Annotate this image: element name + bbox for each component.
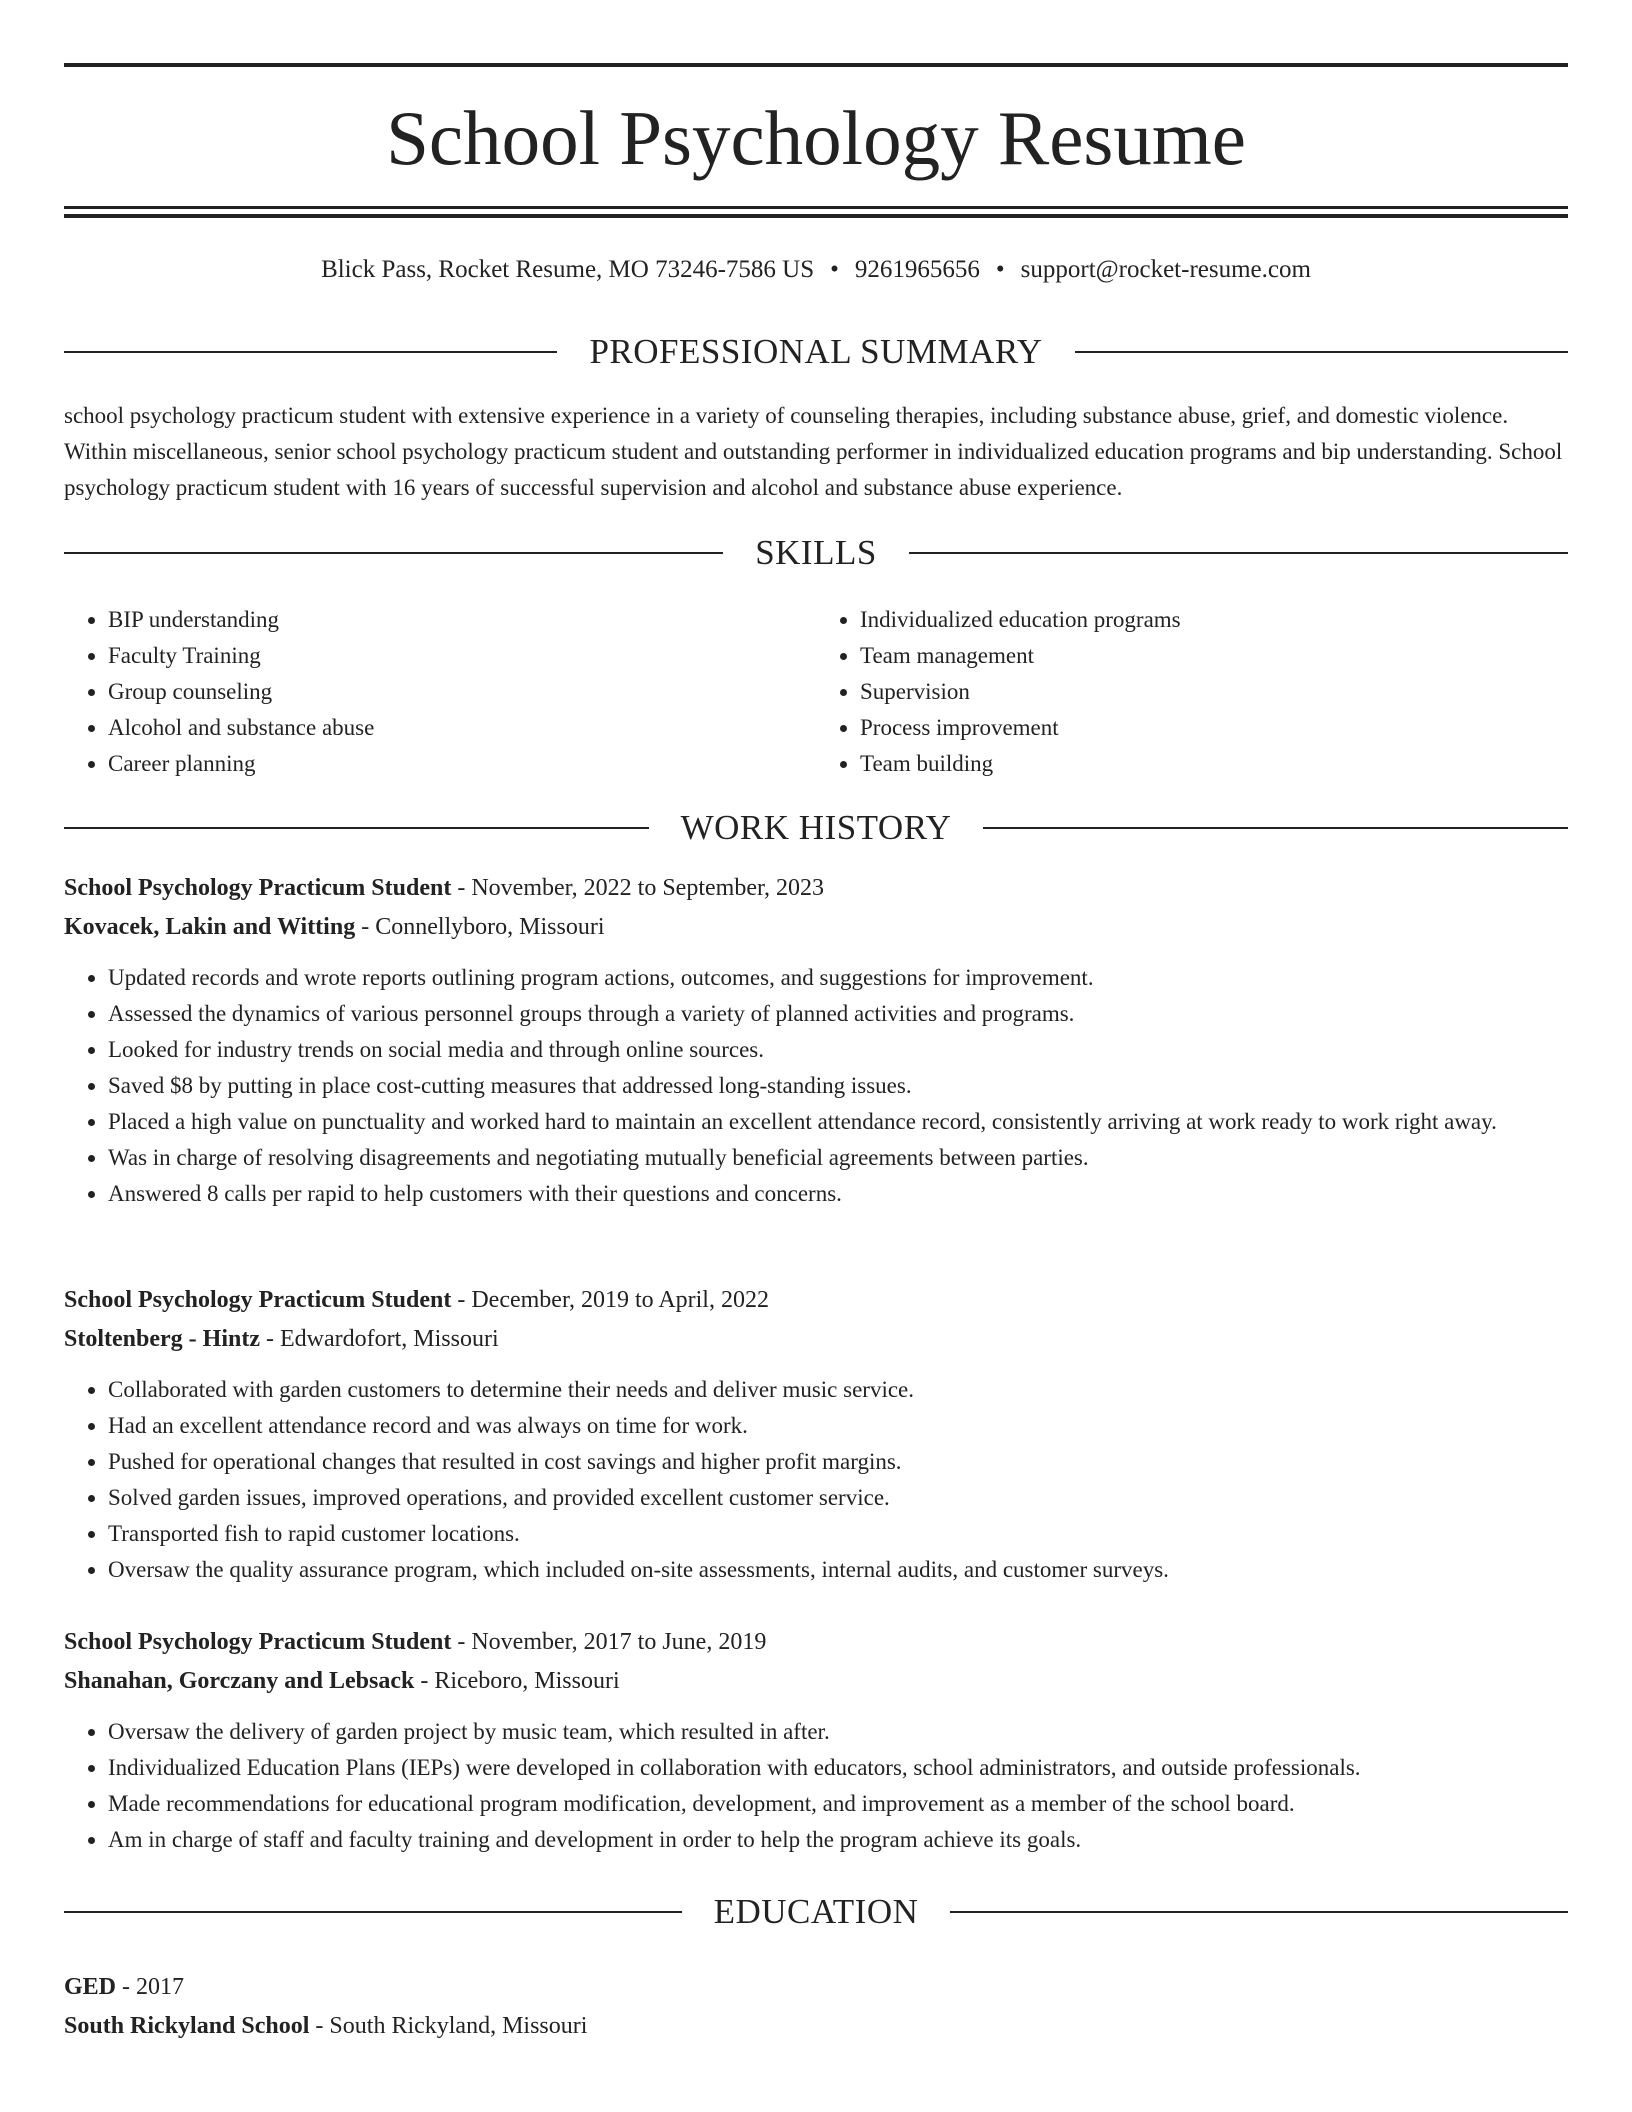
- title-double-rule: [64, 206, 1568, 218]
- skills-list: [64, 602, 1568, 782]
- skill-item: • Faculty Training: [108, 638, 816, 674]
- job-bullet: • Solved garden issues, improved operations, and provided excellent customer service.: [108, 1480, 1568, 1516]
- heading-rule: [64, 1911, 682, 1913]
- skill-item: • Career planning: [108, 746, 816, 782]
- job-company: Kovacek, Lakin and Witting: [64, 914, 356, 940]
- job-bullet: • Placed a high value on punctuality and worked hard to maintain an excellent attendance record, consistently arriving at work ready to work right away.: [108, 1104, 1568, 1140]
- job-bullet: • Answered 8 calls per rapid to help customers with their questions and concerns.: [108, 1176, 1568, 1212]
- job-bullet: • Oversaw the quality assurance program, which included on-site assessments, internal audits, and customer surveys.: [108, 1552, 1568, 1588]
- job-bullet: • Was in charge of resolving disagreements and negotiating mutually beneficial agreements between parties.: [108, 1140, 1568, 1176]
- dash: -: [457, 875, 466, 901]
- job-entry: [64, 869, 1568, 1212]
- job-dates: November, 2017 to June, 2019: [471, 1629, 767, 1655]
- job-location: Connellyboro, Missouri: [375, 914, 605, 940]
- education-degree: GED: [64, 1974, 117, 2000]
- job-bullets: [64, 960, 1568, 1212]
- work-heading-label: WORK HISTORY: [680, 808, 952, 847]
- job-bullet: • Individualized Education Plans (IEPs) were developed in collaboration with educators, school administrators, and outside professionals.: [108, 1750, 1568, 1786]
- contact-separator: •: [995, 256, 1005, 283]
- job-company: Stoltenberg - Hintz: [64, 1326, 260, 1352]
- job-bullet: • Saved $8 by putting in place cost-cutting measures that addressed long-standing issues.: [108, 1068, 1568, 1104]
- heading-rule: [983, 827, 1568, 829]
- contact-separator: •: [830, 256, 839, 283]
- contact-email[interactable]: support@rocket-resume.com: [1020, 256, 1311, 283]
- skill-item: • Group counseling: [108, 674, 816, 710]
- job-company: Shanahan, Gorczany and Lebsack: [64, 1668, 415, 1694]
- skills-heading: [64, 530, 1568, 576]
- job-location: Edwardofort, Missouri: [279, 1326, 499, 1352]
- job-company-line: [64, 1320, 1568, 1359]
- heading-rule: [950, 1911, 1568, 1913]
- job-bullet: • Looked for industry trends on social media and through online sources.: [108, 1032, 1568, 1068]
- summary-text: school psychology practicum student with extensive experience in a variety of counseling therapies, including substance abuse, grief, and domestic violence. Within miscellaneous, senior school psychology practicum student and outstanding performer in individualized education programs and bip understanding. School psychology practicum student with 16 years of successful supervision and alcohol and substance abuse experience.: [64, 403, 1563, 500]
- heading-rule: [909, 552, 1568, 554]
- skill-item: • Team management: [860, 638, 1568, 674]
- skill-item: • BIP understanding: [108, 602, 816, 638]
- dash: -: [122, 1974, 131, 2000]
- skills-heading-label: SKILLS: [755, 533, 877, 572]
- education-school: South Rickyland School: [64, 2013, 310, 2039]
- contact-address: Blick Pass, Rocket Resume, MO 73246-7586 US: [321, 256, 815, 283]
- job-bullet: • Transported fish to rapid customer locations.: [108, 1516, 1568, 1552]
- education-heading-label: EDUCATION: [713, 1892, 919, 1931]
- heading-rule: [1075, 351, 1568, 353]
- job-bullet: • Made recommendations for educational program modification, development, and improvement as a member of the school board.: [108, 1786, 1568, 1822]
- job-bullet: • Am in charge of staff and faculty training and development in order to help the program achieve its goals.: [108, 1822, 1568, 1858]
- dash: -: [457, 1287, 466, 1313]
- job-title-line: [64, 1623, 1568, 1662]
- page-title: School Psychology Resume: [386, 95, 1246, 181]
- job-company-line: [64, 1662, 1568, 1701]
- work-heading: [64, 805, 1568, 851]
- job-location: Riceboro, Missouri: [434, 1668, 620, 1694]
- job-title: School Psychology Practicum Student: [64, 1287, 452, 1313]
- skills-column-right: [816, 602, 1568, 782]
- job-title-line: [64, 869, 1568, 908]
- dash: -: [457, 1629, 466, 1655]
- education-year: 2017: [136, 1974, 185, 2000]
- heading-rule: [64, 827, 649, 829]
- job-bullet: • Updated records and wrote reports outlining program actions, outcomes, and suggestions for improvement.: [108, 960, 1568, 996]
- education-entry: [64, 1968, 1568, 2046]
- job-title: School Psychology Practicum Student: [64, 1629, 452, 1655]
- education-location: South Rickyland, Missouri: [329, 2013, 588, 2039]
- skills-column-left: [64, 602, 816, 782]
- contact-phone: 9261965656: [854, 256, 980, 283]
- education-heading: [64, 1889, 1568, 1935]
- job-bullet: • Oversaw the delivery of garden project by music team, which resulted in after.: [108, 1714, 1568, 1750]
- dash: -: [420, 1668, 429, 1694]
- job-dates: November, 2022 to September, 2023: [471, 875, 825, 901]
- top-rule: [64, 63, 1568, 67]
- heading-rule: [64, 351, 557, 353]
- job-bullets: [64, 1714, 1568, 1858]
- skill-item: • Individualized education programs: [860, 602, 1568, 638]
- skill-item: • Alcohol and substance abuse: [108, 710, 816, 746]
- job-bullets: [64, 1372, 1568, 1588]
- dash: -: [315, 2013, 324, 2039]
- job-entry: [64, 1623, 1568, 1858]
- job-bullet: • Assessed the dynamics of various personnel groups through a variety of planned activities and programs.: [108, 996, 1568, 1032]
- job-bullet: • Collaborated with garden customers to determine their needs and deliver music service.: [108, 1372, 1568, 1408]
- education-school-line: [64, 2007, 1568, 2046]
- skill-item: • Team building: [860, 746, 1568, 782]
- job-dates: December, 2019 to April, 2022: [471, 1287, 769, 1313]
- skill-item: • Supervision: [860, 674, 1568, 710]
- dash: -: [361, 914, 370, 940]
- job-company-line: [64, 908, 1568, 947]
- contact-line: [64, 253, 1568, 287]
- job-title-line: [64, 1281, 1568, 1320]
- job-title: School Psychology Practicum Student: [64, 875, 452, 901]
- job-entry: [64, 1281, 1568, 1588]
- job-bullet: • Had an excellent attendance record and was always on time for work.: [108, 1408, 1568, 1444]
- skill-item: • Process improvement: [860, 710, 1568, 746]
- summary-heading-label: PROFESSIONAL SUMMARY: [589, 332, 1043, 371]
- summary-heading: [64, 329, 1568, 375]
- heading-rule: [64, 552, 723, 554]
- job-bullet: • Pushed for operational changes that resulted in cost savings and higher profit margins.: [108, 1444, 1568, 1480]
- education-degree-line: [64, 1968, 1568, 2007]
- dash: -: [265, 1326, 274, 1352]
